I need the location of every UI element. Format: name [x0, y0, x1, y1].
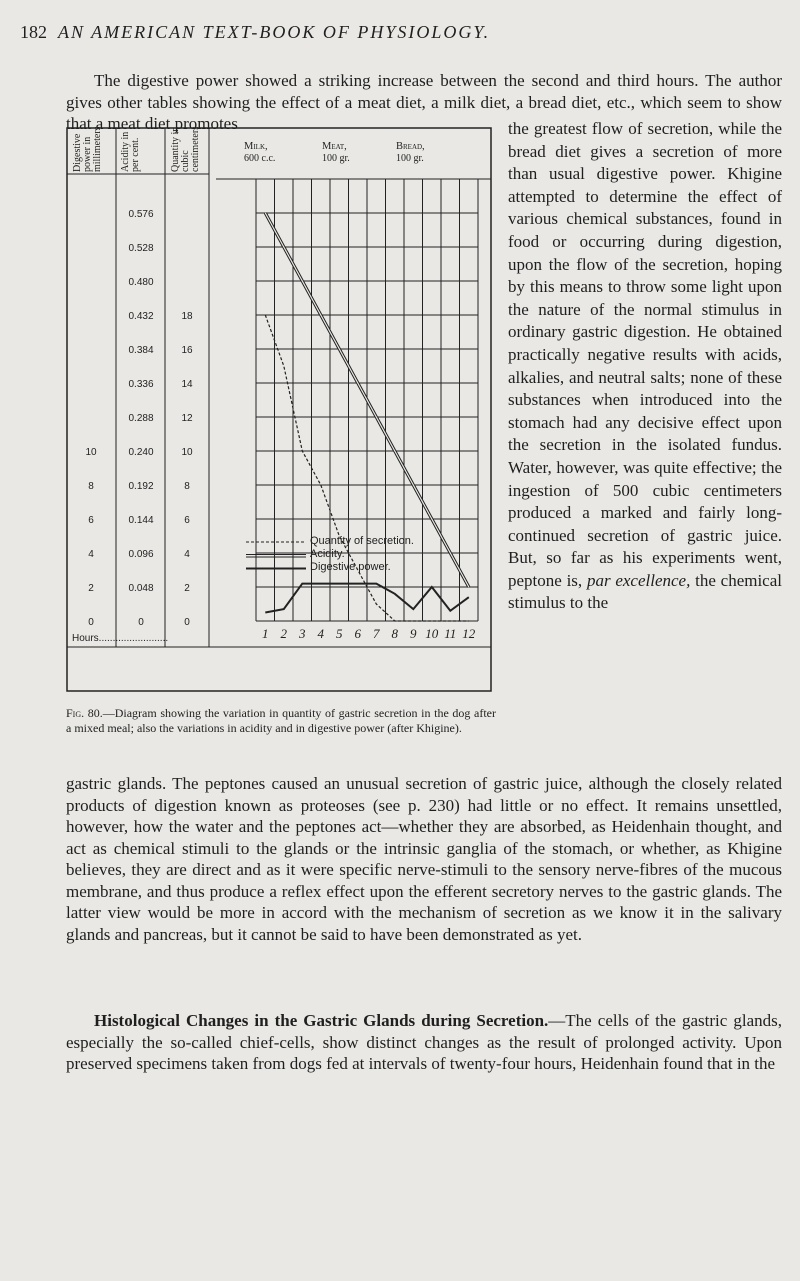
legend-label: Digestive power.	[310, 561, 391, 573]
acidity-tick-label: 0.288	[128, 413, 154, 424]
acidity-tick-label: 0.192	[128, 481, 154, 492]
column-header: Quantity in	[170, 127, 181, 172]
column-header: per cent.	[130, 137, 141, 172]
acidity-tick-label: 0.336	[128, 379, 154, 390]
side-text: the greatest flow of secretion, while the bread diet gives a secretion of more than usual digestive power. Khigine attempted to determine the effect of various chemical substances, found in food or occurring during digestion, upon the flow of the secretion, hoping by this means to throw some light upon the nature of the normal stimulus in ordinary gastric digestion. He obtained practically negative results with acids, alkalies, and neutral salts; none of these substances when introduced into the stomach had any decisive effect upon the secretion in the isolated fundus. Water, however, was quite effective; the ingestion of 500 cubic centimeters produced a marked and fairly long-continued secretion of gastric juice. But, so far as his experiments went, peptone is,	[508, 119, 782, 590]
quantity-tick-label: 14	[181, 379, 193, 390]
secretion-chart	[66, 127, 492, 692]
digestive-tick-label: 0	[88, 617, 94, 628]
side-tail: the chemical stimulus to the	[508, 570, 782, 613]
acidity-tick-label: 0.576	[128, 209, 154, 220]
acidity-tick-label: 0.384	[128, 345, 154, 356]
hour-tick-label: 4	[317, 626, 324, 641]
page-number: 182	[20, 22, 47, 42]
hour-tick-label: 6	[354, 626, 361, 641]
acidity-tick-label: 0.528	[128, 243, 154, 254]
acidity-tick-label: 0.240	[128, 447, 154, 458]
quantity-tick-label: 0	[184, 617, 190, 628]
hour-tick-label: 2	[280, 626, 287, 641]
section-body: —The cells of the gastric glands, especially the so-called chief-cells, show distinct changes as the result of prolonged activity. Upon preserved specimens taken from dogs fed at intervals of twenty-four hours, Heidenhain found that in the	[66, 1011, 782, 1073]
hours-label: Hours.........................	[72, 633, 169, 644]
legend-swatch-solid	[246, 567, 306, 571]
legend-swatch-dashed	[246, 541, 306, 545]
acidity-tick-label: 0.144	[128, 515, 154, 526]
digestive-tick-label: 8	[88, 481, 94, 492]
hour-tick-label: 11	[444, 626, 457, 641]
quantity-tick-label: 12	[181, 413, 193, 424]
quantity-tick-label: 8	[184, 481, 190, 492]
hour-tick-label: 1	[262, 626, 269, 641]
legend-label: Quantity of secretion.	[310, 535, 414, 547]
paragraph-histology	[66, 1010, 782, 1075]
quantity-tick-label: 2	[184, 583, 190, 594]
quantity-tick-label: 16	[181, 345, 193, 356]
digestive-tick-label: 10	[85, 447, 97, 458]
caption-text: —Diagram showing the variation in quantity of gastric secretion in the dog after a mixed meal; also the variations in acidity and in digestive power (after Khigine).	[66, 706, 496, 735]
acidity-tick-label: 0.048	[128, 583, 154, 594]
digestive-tick-label: 2	[88, 583, 94, 594]
hour-tick-label: 3	[299, 626, 306, 641]
hour-tick-label: 10	[425, 626, 439, 641]
hour-tick-label: 12	[462, 626, 476, 641]
diet-amount: 100 gr.	[322, 153, 350, 164]
column-header: power in	[82, 136, 93, 172]
running-header	[20, 22, 780, 48]
quantity-tick-label: 10	[181, 447, 193, 458]
digestive-tick-label: 6	[88, 515, 94, 526]
acidity-tick-label: 0.432	[128, 311, 154, 322]
quantity-tick-label: 6	[184, 515, 190, 526]
diet-name: Bread,	[396, 141, 425, 152]
legend-swatch-double	[246, 554, 306, 558]
column-header: cubic	[180, 150, 191, 172]
paragraph-side	[508, 118, 782, 615]
running-title: AN AMERICAN TEXT-BOOK OF PHYSIOLOGY.	[58, 22, 491, 42]
column-header: centimeters.	[190, 127, 201, 172]
hour-tick-label: 9	[410, 626, 417, 641]
hour-tick-label: 5	[336, 626, 343, 641]
legend-label: Acidity.	[310, 548, 345, 560]
hour-tick-label: 8	[391, 626, 398, 641]
acidity-tick-label: 0.096	[128, 549, 154, 560]
section-heading: Histological Changes in the Gastric Glands during Secretion.	[94, 1011, 549, 1030]
hour-tick-label: 7	[373, 626, 380, 641]
acidity-tick-label: 0	[138, 617, 144, 628]
figure-diagram	[66, 127, 492, 692]
column-header: Acidity in	[120, 131, 131, 172]
quantity-tick-label: 18	[181, 311, 193, 322]
paragraph-peptones: gastric glands. The peptones caused an unusual secretion of gastric juice, although the closely related products of digestion known as proteoses (see p. 230) had little or no effect. It remains unsettled, however, how the water and the peptones act—whether they are absorbed, as Heidenhain thought, and act as chemical stimuli to the glands or the intrinsic ganglia of the stomach, or whether, as Khigine believes, they are direct and as it were specific nerve-stimuli to the sensory nerve-fibres of the mucous membrane, and thus produce a reflex effect upon the efferent secretory nerves to the gastric glands. The latter view would be more in accord with the mechanism of secretion as we know it in the salivary glands and pancreas, but it cannot be said to have been demonstrated as yet.	[66, 774, 782, 944]
quantity-tick-label: 4	[184, 549, 190, 560]
diet-name: Meat,	[322, 141, 347, 152]
figure-caption	[66, 706, 496, 735]
diet-amount: 600 c.c.	[244, 153, 276, 164]
column-header: millimeters.	[92, 127, 103, 172]
diet-name: Milk,	[244, 141, 268, 152]
side-italic: par excellence,	[586, 570, 691, 590]
acidity-tick-label: 0.480	[128, 277, 154, 288]
caption-label: Fig. 80.	[66, 706, 103, 720]
digestive-tick-label: 4	[88, 549, 94, 560]
diet-amount: 100 gr.	[396, 153, 424, 164]
paragraph-intro: The digestive power showed a striking increase between the second and third hours. The author gives other tables showing the effect of a meat diet, a milk diet, a bread diet, etc., which seem to show that a meat diet promotes	[66, 71, 782, 133]
column-header: Digestive	[72, 133, 83, 172]
